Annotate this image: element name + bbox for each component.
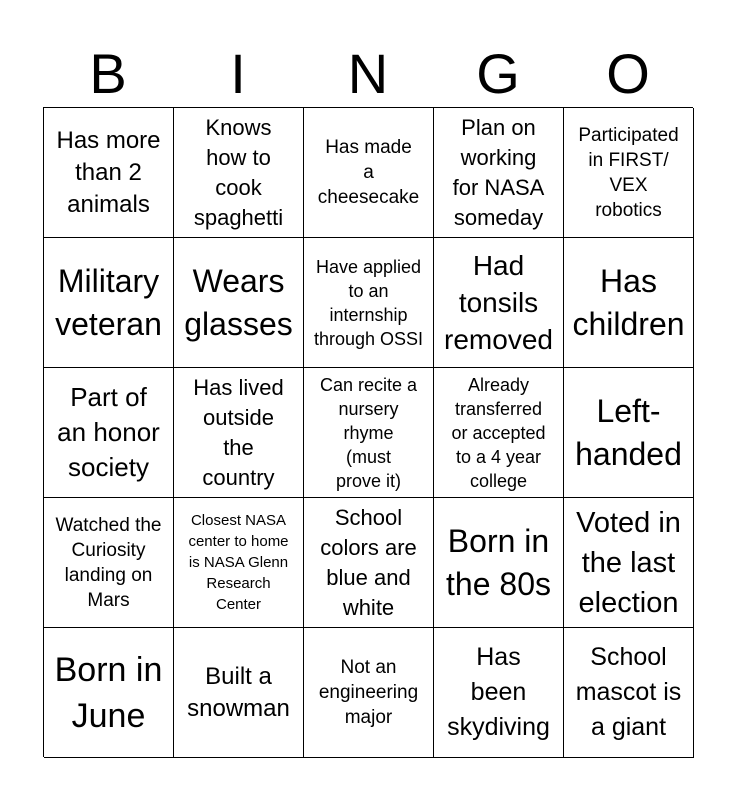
header-letter-n: N [347,42,389,105]
bingo-cell[interactable] [44,498,174,628]
bingo-cell[interactable] [174,628,304,758]
cell-text: Has more than 2 animals [56,126,161,218]
bingo-card-grid [43,107,693,757]
bingo-cell[interactable] [564,108,694,238]
bingo-header [43,42,693,106]
cell-text: Closest NASA center to home is NASA Glenn Research Center [188,512,289,613]
bingo-cell[interactable] [174,368,304,498]
bingo-cell[interactable] [304,628,434,758]
bingo-cell[interactable] [44,108,174,238]
bingo-cell[interactable] [434,368,564,498]
cell-text: Has children [572,262,685,342]
cell-text: Have applied to an internship through OSSI [313,256,424,349]
cell-text: Not an engineering major [318,657,419,728]
bingo-cell[interactable] [304,498,434,628]
cell-text: Born in June [54,650,163,735]
header-letter-g: G [476,42,520,105]
cell-text: Has made a cheesecake [317,137,420,208]
bingo-cell[interactable] [434,108,564,238]
bingo-cell[interactable] [44,238,174,368]
cell-text: Can recite a nursery rhyme (must prove it) [319,374,418,491]
cell-text: Born in the 80s [446,522,551,602]
bingo-cell[interactable] [434,498,564,628]
cell-text: Voted in the last election [576,506,681,619]
cell-text: Has lived outside the country [193,374,284,490]
cell-text: Built a snowman [187,662,290,722]
cell-text: Participated in FIRST/ VEX robotics [578,124,679,221]
cell-text: Left- handed [575,392,682,472]
cell-text: Has been skydiving [447,643,550,741]
cell-text: Had tonsils removed [444,250,553,355]
cell-text: School mascot is a giant [575,643,682,741]
bingo-cell[interactable] [44,368,174,498]
bingo-cell[interactable] [564,498,694,628]
bingo-cell[interactable] [564,238,694,368]
header-letter-b: B [89,42,127,105]
bingo-cell[interactable] [434,238,564,368]
bingo-cell[interactable] [434,628,564,758]
cell-text: Watched the Curiosity landing on Mars [55,514,162,611]
header-letter-i: I [230,42,246,105]
cell-text: Already transferred or accepted to a 4 year college [451,374,546,491]
cell-text: Part of an honor society [57,382,160,482]
cell-text: Military veteran [55,262,162,342]
bingo-cell[interactable] [174,108,304,238]
cell-text: Knows how to cook spaghetti [193,114,284,230]
bingo-cell[interactable] [44,628,174,758]
bingo-cell[interactable] [304,368,434,498]
cell-text: School colors are blue and white [320,504,417,620]
bingo-cell[interactable] [174,498,304,628]
bingo-cell[interactable] [564,368,694,498]
header-letter-o: O [606,42,650,105]
bingo-cell[interactable] [304,108,434,238]
cell-text: Plan on working for NASA someday [452,114,545,230]
bingo-cell[interactable] [304,238,434,368]
bingo-cell[interactable] [174,238,304,368]
bingo-cell[interactable] [564,628,694,758]
cell-text: Wears glasses [184,262,293,342]
